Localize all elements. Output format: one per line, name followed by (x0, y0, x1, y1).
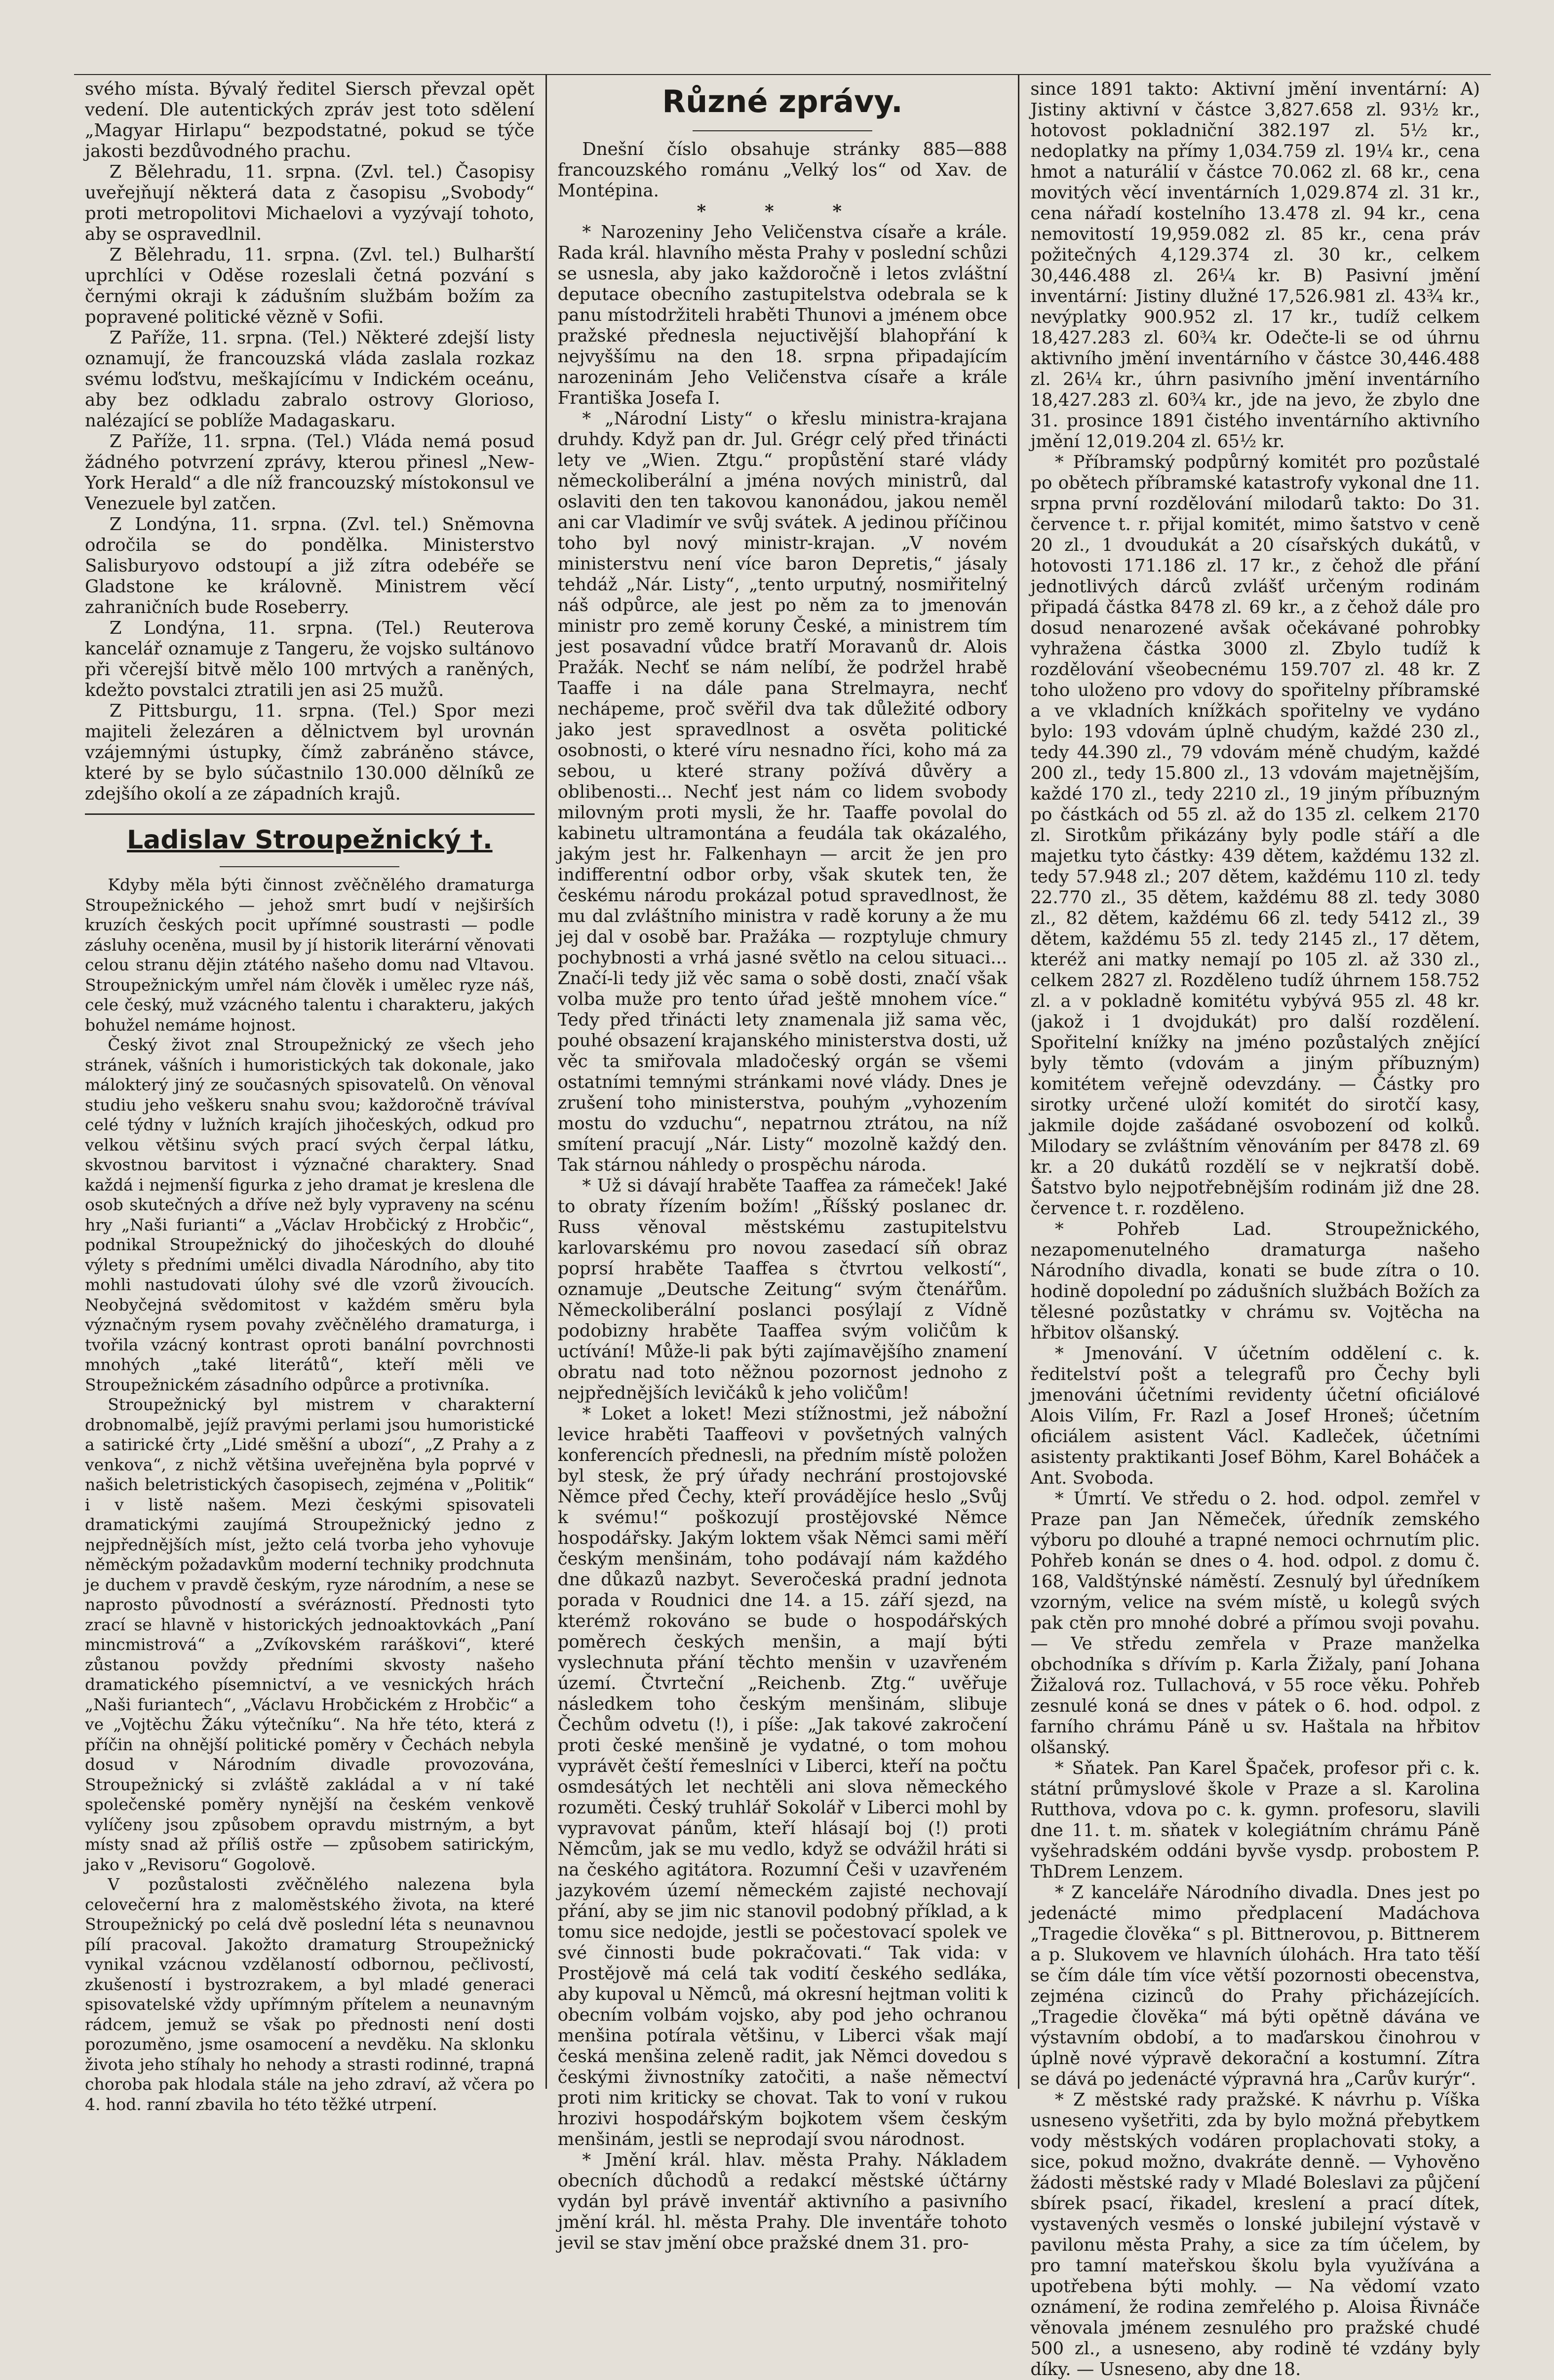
news-item: * Jmenování. V účetním oddělení c. k. ředitelství pošt a telegrafů pro Čechy byli jmenováni účetními revidenty účetní oficiálové Alois Vilím, Fr. Razl a Josef Hroneš; účetním oficiálem asistent Václ. Kadleček, účetními asistenty praktikanti Josef Böhm, Karel Boháček a Ant. Svoboda. (1030, 1344, 1480, 1488)
telegram-londyn-1: Z Londýna, 11. srpna. (Zvl. tel.) Sněmovna odročila se do pondělka. Ministerstvo Salisburyovo odstoupí a již zítra odebéře se Gladstone ke královně. Ministrem věcí zahraničních bude Roseberry. (85, 514, 535, 617)
column-2 (545, 75, 1018, 2253)
news-item: * „Národní Listy“ o křeslu ministra-krajana druhdy. Když pan dr. Jul. Grégr celý před třinácti lety ve „Wien. Ztgu.“ propůstění staré vlády německoliberální a jména nových ministrů, dal oslaviti den ten takovou kanonádou, jakou neměl ani car Vladimír ve svůj svátek. A jedinou příčinou toho byl nový ministr-krajan. „V novém ministerstvu není více baron Depretis,“ jásaly tehdáž „Nár. Listy“, „tento urputný, nosmiřitelný náš odpůrce, ale jest po něm za to jmenován ministr pro země koruny České, a ministrem tím jest posavadní vůdce bratří Moravanů dr. Alois Pražák. Nechť se nám nelíbí, že podržel hrabě Taaffe i na dále pana Strelmayra, nechť nechápeme, proč svěřil dva tak důležité odbory jako jest spravedlnost a osvěta politické osobnosti, o které víru nesnadno říci, koho má za sebou, u které strany požívá důvěry a oblibenosti... Nechť jest nám co lidem svobody milovným proti mysli, že hr. Taaffe povolal do kabinetu ultramontána a feudála tak okázalého, jakým jest hr. Falkenhayn — arcit že jen pro indifferentní odbor orby, však skutek ten, že českému národu prokázal potud spravedlnost, že mu dal zvláštního ministra v radě koruny a že mu jej dal v osobě bar. Pražáka — rozptyluje chmury pochybnosti a vrhá jasné světlo na celou situaci... Značí-li tedy již věc sama o sobě dosti, značí však volba muže pro tento úřad ještě mnohem více.“ Tedy před třinácti lety znamenala již sama věc, pouhé obsazení krajanského ministerstva dosti, už věc ta smiřovala mladočeský orgán se všemi ostatními temnými stránkami nové vlády. Dnes je zrušení toho ministerstva, pouhým „vyhozením mostu do vzduchu“, nepatrnou ztrátou, na níž smítení pracují „Nár. Listy“ mozolně každý den. Tak stárnou náhledy o prospěchu národa. (557, 409, 1008, 1175)
news-item: * Z městské rady pražské. K návrhu p. Víška usneseno vyšetřiti, zda by bylo možná přebytkem vody městských vodáren proplachovati stoky, a sice, pokud možno, dvakráte denně. — Vyhověno žádosti městské rady v Mladé Boleslavi za půjčení sbírek psací, řikadel, kreslení a prací dítek, vystavených vesměs o lonské jubilejní výstavě v pavilonu města Prahy, a sice za tím účelem, by pro tamní mateřskou školu byla využívána a upotřebena býti mohly. — Na vědomí vzato oznámení, že rodina zemřelého p. Aloisa Řivnáče věnovala jménem zesnulého pro pražské chudé 500 zl., a usneseno, aby rodině té vzdány byly díky. — Usneseno, aby dne 18. (1030, 2090, 1480, 2380)
newspaper-page (74, 74, 1491, 2380)
obituary-paragraph: Kdyby měla býti činnost zvěčnělého dramaturga Stroupežnického — jehož smrt budí v nejširších kruzích českých pocit upřímné soustrasti — podle zásluhy oceněna, musil by jí historik literární věnovati celou stranu dějin ztátého našeho domu nad Vltavou. Stroupežnickým umřel nám člověk i umělec ryze náš, cele český, muž vzácného talentu i charakteru, jakých bohužel nemáme hojnost. (85, 875, 535, 1035)
section-divider (85, 813, 535, 815)
obituary-title: Ladislav Stroupežnický †. (127, 825, 493, 855)
news-item: * Narozeniny Jeho Veličenstva císaře a krále. Rada král. hlavního města Prahy v poslední schůzi se usnesla, aby jako každoročně i letos zvláštní deputace obecního zastupitelstva odebrala se k panu místodržiteli hraběti Thunovi a jménem obce pražské přednesla nejuctivější blahopřání k nejvyššímu na den 18. srpna připadajícím narozeninám Jeho Veličenstva císaře a krále Františka Josefa I. (557, 222, 1008, 408)
separator-stars: * * * (697, 201, 868, 222)
news-item: * Sňatek. Pan Karel Špaček, profesor při c. k. státní průmyslové škole v Praze a sl. Karolina Rutthova, vdova po c. k. gymn. profesoru, slavili dne 11. t. m. sňatek v kolegiátním chrámu Páně vyšehradském oddáni byvše vysdp. probostem P. ThDrem Lenzem. (1030, 1758, 1480, 1882)
telegram-londyn-2: Z Londýna, 11. srpna. (Tel.) Reuterova kancelář oznamuje z Tangeru, že vojsko sultánovo při včerejší bitvě mělo 100 mrtvých a raněných, kdežto povstalci ztratili jen asi 25 mužů. (85, 618, 535, 700)
obituary-paragraph: Stroupežnický byl mistrem v charakterní drobnomalbě, jejíž pravými perlami jsou humoristické a satirické črty „Lidé směšní a ubozí“, „Z Prahy a z venkova“, z nichž většina uveřejněna byla poprvé v našich beletristických časopisech, zejména v „Politik“ i v listě našem. Mezi českými spisovateli dramatickými zaujímá Stroupežnický jedno z nejpřednějších míst, ježto celá tvorba jeho vyhovuje něměckým požadavkům moderní techniky prodchnuta je duchem v pravdě českým, ryze národním, a nese se naprosto původností a svérázností. Přednosti tyto zrací se hlavně v historických jednoaktovkách „Paní mincmistrová“ a „Zvíkovském raráškovi“, které zůstanou povždy předními skvosty našeho dramatického písemnictví, a ve vesnických hrách „Naši furiantech“, „Václavu Hrobčickém z Hrobčic“ a ve „Vojtěchu Žáku výtečníku“. Na hře této, která z příčin na ohnější politické poměry v Čechách nebyla dosud v Národním divadle provozována, Stroupežnický si zvláště zakládal a v ní také společenské poměry nynější na českém venkově vylíčeny jsou způsobem opravdu mistrným, a byt místy snad až příliš ostře — způsobem satirickým, jako v „Revisoru“ Gogolově. (85, 1395, 535, 1874)
obituary-paragraph: Český život znal Stroupežnický ze všech jeho stránek, vášních i humoristických tak dokonale, jako málokterý jiný ze současných spisovatelů. On věnoval studiu jeho veškeru snahu svou; každoročně trávíval celé týdny v lužních krajích jihočeských, odkud pro velkou většinu svých prací svých čerpal látku, skvostnou barvitost i význačné charaktery. Snad každá i nejmenší figurka z jeho dramat je kreslena dle osob skutečných a dříve než byly vypraveny na scénu hry „Naši furianti“ a „Václav Hrobčický z Hrobčic“, podnikal Stroupežnický do jihočeských do dlouhé výlety s předními umělci divadla Národního, aby tito mohli nastudovati úlohy své dle vzorů živoucích. Neobyčejná svědomitost v každém směru byla význačným rysem povahy zvěčnělého dramaturga, i tvořila vzácný kontrast oproti banální povrchnosti mnohých „také literátů“, kteří měli ve Stroupežnickém zásadního odpůrce a protivníka. (85, 1035, 535, 1394)
intro-note: Dnešní číslo obsahuje stránky 885—888 francouzského románu „Velký los“ od Xav. de Montépina. (557, 139, 1008, 201)
title-divider (220, 866, 399, 867)
heading-divider (693, 130, 872, 131)
column-3 (1018, 75, 1491, 2380)
article-paragraph: svého místa. Bývalý ředitel Siersch převzal opět vedení. Dle autentických zpráv jest toto sdělení „Magyar Hirlapu“ bezpodstatné, pokud se týče jakosti bezdůvodného prachu. (85, 79, 535, 161)
telegram-belehrad-1: Z Bělehradu, 11. srpna. (Zvl. tel.) Časopisy uveřejňují některá data z časopisu „Svobody“ proti metropolitovi Michaelovi a vyzývají tohoto, aby se ospravedlnil. (85, 162, 535, 244)
obituary-paragraph: V pozůstalosti zvěčnělého nalezena byla celovečerní hra z maloměstského života, na které Stroupežnický po celá dvě poslední léta s neunavnou pílí pracoval. Jakožto dramaturg Stroupežnický vynikal vzácnou vzdělaností odbornou, pečlivostí, zkušeností i bystrozrakem, a byl mladé generaci spisovatelské vždy upřímným přítelem a neunavným rádcem, jemuž se však po přednosti není dosti porozuměno, jsme osamocení a nevděku. Na sklonku života jeho stíhaly ho nehody a strasti rodinné, trapná choroba pak hlodala stále na jeho zdraví, až včera po 4. hod. ranní zbavila ho této těžké utrpení. (85, 1875, 535, 2114)
news-item: * Příbramský podpůrný komitét pro pozůstalé po obětech příbramské katastrofy vykonal dne 11. srpna první rozdělování milodarů takto: Do 31. července t. r. přijal komitét, mimo šatstvo v ceně 20 zl., 1 dvoudukát a 20 císařských dukátů, v hotovosti 171.186 zl. 17 kr., z čehož dle přání jednotlivých dárců zvlášť určeným rodinám připadá částka 8478 zl. 69 kr., a z čehož dále pro dosud nenarozené avšak očekávané pohrobky vyhražena částka 3000 zl. Zbylo tudíž k rozdělování všeobecnému 159.707 zl. 48 kr. Z toho uloženo pro vdovy do spořitelny příbramské a ve vkladních knížkách spořitelny ve vydáno bylo: 193 vdovám úplně chudým, každé 230 zl., tedy 44.390 zl., 79 vdovám méně chudým, každé 200 zl., tedy 15.800 zl., 13 vdovám majetnějším, každé 170 zl., tedy 2210 zl., 19 jiným příbuzným po částkách od 55 zl. až do 135 zl. celkem 2170 zl. Sirotkům přikázány byly podle stáří a dle majetku tyto částky: 439 dětem, každému 132 zl. tedy 57.948 zl.; 207 dětem, každému 110 zl. tedy 22.770 zl., 35 dětem, každému 88 zl. tedy 3080 zl., 82 dětem, každému 66 zl. tedy 5412 zl., 39 dětem, každému 55 zl. tedy 2145 zl., 17 dětem, kteréž ani matky nemají po 105 zl. až 330 zl., celkem 2827 zl. Rozděleno tudíž úhrnem 158.752 zl. a v pokladně komitétu vybývá 955 zl. 48 kr. (jakož i 1 dvojdukát) pro další rozdělení. Spořitelní knížky na jméno pozůstalých znějící byly těmto (vdovám a jiným příbuzným) komitétem veřejně odevzdány. — Částky pro sirotky určené uloží komitét do sirotčí kasy, jakmile dojde zašádané osvobození od kolků. Milodary se zvláštním věnováním per 8478 zl. 69 kr. a 20 dukátů rozdělí se v nejkratší době. Šatstvo bylo nejpotřebnějším rodinám již dne 28. července t. r. rozděleno. (1030, 452, 1480, 1219)
news-item: * Úmrtí. Ve středu o 2. hod. odpol. zemřel v Praze pan Jan Němeček, úředník zemského výboru po dlouhé a trapné nemoci ochrnutím plic. Pohřeb konán se dnes o 4. hod. odpol. z domu č. 168, Valdštýnské náměstí. Zesnulý byl úředníkem vzorným, velice na svém místě, u kolegů svých pak ctěn pro mnohé dobré a přímou svoji povahu. — Ve středu zemřela v Praze manželka obchodníka s dřívím p. Karla Žižaly, paní Johana Žižalová roz. Tullachová, v 55 roce věku. Pohřeb zesnulé koná se dnes v pátek o 6. hod. odpol. z farního chrámu Páně u sv. Haštala na hřbitov olšanský. (1030, 1489, 1480, 1758)
telegram-pariz-2: Z Paříže, 11. srpna. (Tel.) Vláda nemá posud žádného potvrzení zprávy, kterou přinesl „New-York Herald“ a dle níž francouzský místokonsul ve Venezuele byl zatčen. (85, 431, 535, 514)
news-item: * Loket a loket! Mezi stížnostmi, jež nábožní levice hraběti Taaffeovi v povšetných valných konferencích přednesli, na předním místě položen byl stesk, že prý úřady nechrání prostojovské Němce před Čechy, kteří provádějíce heslo „Svůj k svému!“ poškozují prostějovské Němce hospodářsky. Jakým loktem však Němci sami měří českým menšinám, toho podávají nám každého dne důkazů nazbyt. Severočeská pradní jednota porada v Roudnici dne 14. a 15. září sjezd, na kterémž rokováno se bude o hospodářských poměrech českých menšin, a mají býti vyslechnuta přání těchto menšin v uzavřeném území. Čtvrteční „Reichenb. Ztg.“ uvěřuje následkem toho českým menšinám, slibuje Čechům odvetu (!), i píše: „Jak takové zakročení proti české menšině je vydatné, o tom mohou vyprávět čeští řemeslníci v Liberci, kteří na počtu osmdesátých let nechtěli ani slova německého rozuměti. Český truhlář Sokolář v Liberci mohl by vypravovat pánům, kteří hlásají boj (!) proti Němcům, jak se mu vedlo, když se odvážil hráti si na českého agitátora. Rozumní Češi v uzavřeném jazykovém území německém zajisté nechovají přání, aby se jim nic stanovil podobný příklad, a k tomu sice nedojde, jestli se počestovací spolek ve své činnosti bude pokračovati.“ Tak vida: v Prostějově má celá tak vodití českého sedláka, aby kupoval u Němců, má okresní hejtman voliti k obecním volbám vojsko, aby pod jeho ochranou menšina potírala většinu, v Liberci však mají česká menšina zeleně radit, jak Němci dovedou s českými živnostníky zatočiti, a naše němectví proti nim kriticky se chovat. Tak to voní v rukou hrozivi hospodářským bojkotem všem českým menšinám, jestli se neprodají svou národnost. (557, 1404, 1008, 2150)
telegram-pariz-1: Z Paříže, 11. srpna. (Tel.) Některé zdejší listy oznamují, že francouzská vláda zaslala rozkaz svému loďstvu, meškajícímu v Indickém oceánu, aby bez odkladu zabralo ostrovy Glorioso, nalézající se poblíže Madagaskaru. (85, 328, 535, 431)
column-1 (74, 75, 545, 2114)
telegram-pittsburg: Z Pittsburgu, 11. srpna. (Tel.) Spor mezi majiteli železáren a dělnictvem byl urovnán vzájemnými ústupky, čímž zabráněno stávce, které by se bylo súčastnilo 130.000 dělníků ze zdejšího okolí a ze západních krajů. (85, 701, 535, 804)
news-item: * Už si dávají hraběte Taaffea za rámeček! Jaké to obraty řízením božím! „Říšský poslanec dr. Russ věnoval městskému zastupitelstvu karlovarskému pro novou zasedací síň obraz poprsí hraběte Taaffea s čtvrtou velkostí“, oznamuje „Deutsche Zeitung“ svým čtenářům. Německoliberální poslanci posýlají z Vídně podobizny hraběte Taaffea svým voličům k uctívání! Může-li pak býti zajímavějšího znamení obratu nad toto něžnou pozornost jednoho z nejpřednějších levičáků k jeho voličům! (557, 1176, 1008, 1403)
section-heading: Různé zprávy. (662, 83, 903, 119)
news-item: since 1891 takto: Aktivní jmění inventární: A) Jistiny aktivní v částce 3,827.658 zl. 93½ kr., hotovost pokladniční 382.197 zl. 5½ kr., nedoplatky na přímy 1,034.759 zl. 19¼ kr., cena hmot a naturálií v částce 70.062 zl. 68 kr., cena movitých věcí inventárních 1,029.874 zl. 31 kr., cena nářadí kostelního 13.478 zl. 94 kr., cena nemovitostí 19,959.082 zl. 85 kr., cena práv požitečných 4,129.374 zl. 30 kr., celkem 30,446.488 zl. 26¼ kr. B) Pasivní jmění inventární: Jistiny dlužné 17,526.981 zl. 43¾ kr., nevýplatky 900.952 zl. 17 kr., tudíž celkem 18,427.283 zl. 60¾ kr. Odečte-li se od úhrnu aktivního jmění inventárního v částce 30,446.488 zl. 26¼ kr., úhrn pasivního jmění inventárního 18,427.283 zl. 60¾ kr., jde na jevo, že zbylo dne 31. prosince 1891 čistého inventárního aktivního jmění 12,019.204 zl. 65½ kr. (1030, 79, 1480, 452)
news-item: * Pohřeb Lad. Stroupežnického, nezapomenutelného dramaturga našeho Národního divadla, konati se bude zítra o 10. hodině dopolední po zádušních službách Božích za tělesné pozůstatky v chrámu sv. Vojtěcha na hřbitov olšanský. (1030, 1219, 1480, 1343)
news-item: * Jmění král. hlav. města Prahy. Nákladem obecních důchodů a redakcí městské účtárny vydán byl právě inventář aktivního a pasivního jmění král. hl. města Prahy. Dle inventáře tohoto jevil se stav jmění obce pražské dnem 31. pro- (557, 2150, 1008, 2253)
telegram-belehrad-2: Z Bělehradu, 11. srpna. (Zvl. tel.) Bulharští uprchlíci v Oděse rozeslali četná pozvání s černými okraji k zádušním službám božím za popravené politické vězně v Sofii. (85, 245, 535, 327)
news-item: * Z kanceláře Národního divadla. Dnes jest po jedenácté mimo předplacení Madáchova „Tragedie člověka“ s pl. Bittnerovou, p. Bittnerem a p. Slukovem ve hlavních úlohách. Hra tato těší se čím dále tím více větší pozornosti obecenstva, zejména cizinců do Prahy přicházejících. „Tragedie člověka“ má býti opětně dávána ve výstavním období, a to maďarskou činohrou v úplně nové výpravě dekorační a kostumní. Zítra se dává po jedenácté výpravná hra „Carův kurýr“. (1030, 1882, 1480, 2089)
